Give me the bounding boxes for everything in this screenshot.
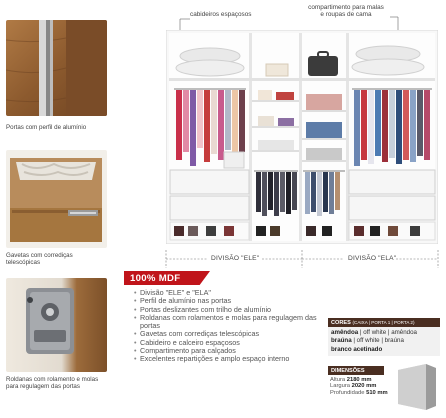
annotation-luggage-compartment: compartimento para malas e roupas de cama: [308, 4, 384, 18]
feature-item: • Excelentes repartições e amplo espaço interno: [134, 355, 324, 363]
feature-item: • Perfil de alumínio nas portas: [134, 297, 324, 305]
feature-item: • Portas deslizantes com trilho de alumínio: [134, 306, 324, 314]
colors-body: [328, 327, 440, 356]
colors-box: [328, 318, 440, 356]
dimension-row: Altura 2180 mm: [330, 377, 372, 383]
dimensions-box: [328, 366, 388, 398]
feature-list: [134, 289, 324, 364]
mdf-title-banner: [124, 271, 294, 285]
feature-item: • Compartimento para calçados: [134, 347, 324, 355]
annotation-hangers: cabideiros espaçosos: [190, 11, 252, 18]
caption-rollers: Roldanas com rolamento e molas para regulagem das portas: [6, 376, 99, 390]
dimensions-header: DIMENSÕES: [328, 366, 384, 375]
wardrobe-silhouette-icon: [392, 362, 440, 412]
caption-door-profile: Portas com perfil de alumínio: [6, 124, 87, 131]
color-row: branco acetinado: [331, 345, 383, 353]
caption-drawer: Gavetas com corrediças telescópicas: [6, 252, 73, 266]
dimensions-body: [328, 375, 388, 398]
colors-header-sub: (CAIXA | PORTA 1 | PORTA 2): [352, 319, 415, 325]
dimension-row: Profundidade 510 mm: [330, 389, 388, 396]
division-label-ela: DIVISÃO "ELA": [348, 255, 397, 262]
colors-header: [328, 318, 440, 327]
color-row: braúna | off white | braúna: [331, 337, 404, 345]
feature-item: • Gavetas com corrediças telescópicas: [134, 330, 324, 338]
division-label-ele: DIVISÃO "ELE": [211, 255, 260, 262]
color-row: amêndoa | off white | amêndoa: [331, 329, 417, 336]
colors-header-title: CORES: [331, 319, 351, 326]
feature-item: • Roldanas com rolamentos e molas para regulagem das portas: [134, 314, 324, 331]
feature-item: • Cabideiro e calceiro espaçosos: [134, 339, 324, 347]
feature-item: • Divisão "ELE" e "ELA": [134, 289, 324, 297]
mdf-title: 100% MDF: [130, 272, 181, 284]
dimension-row: Largura 2020 mm: [330, 383, 377, 390]
